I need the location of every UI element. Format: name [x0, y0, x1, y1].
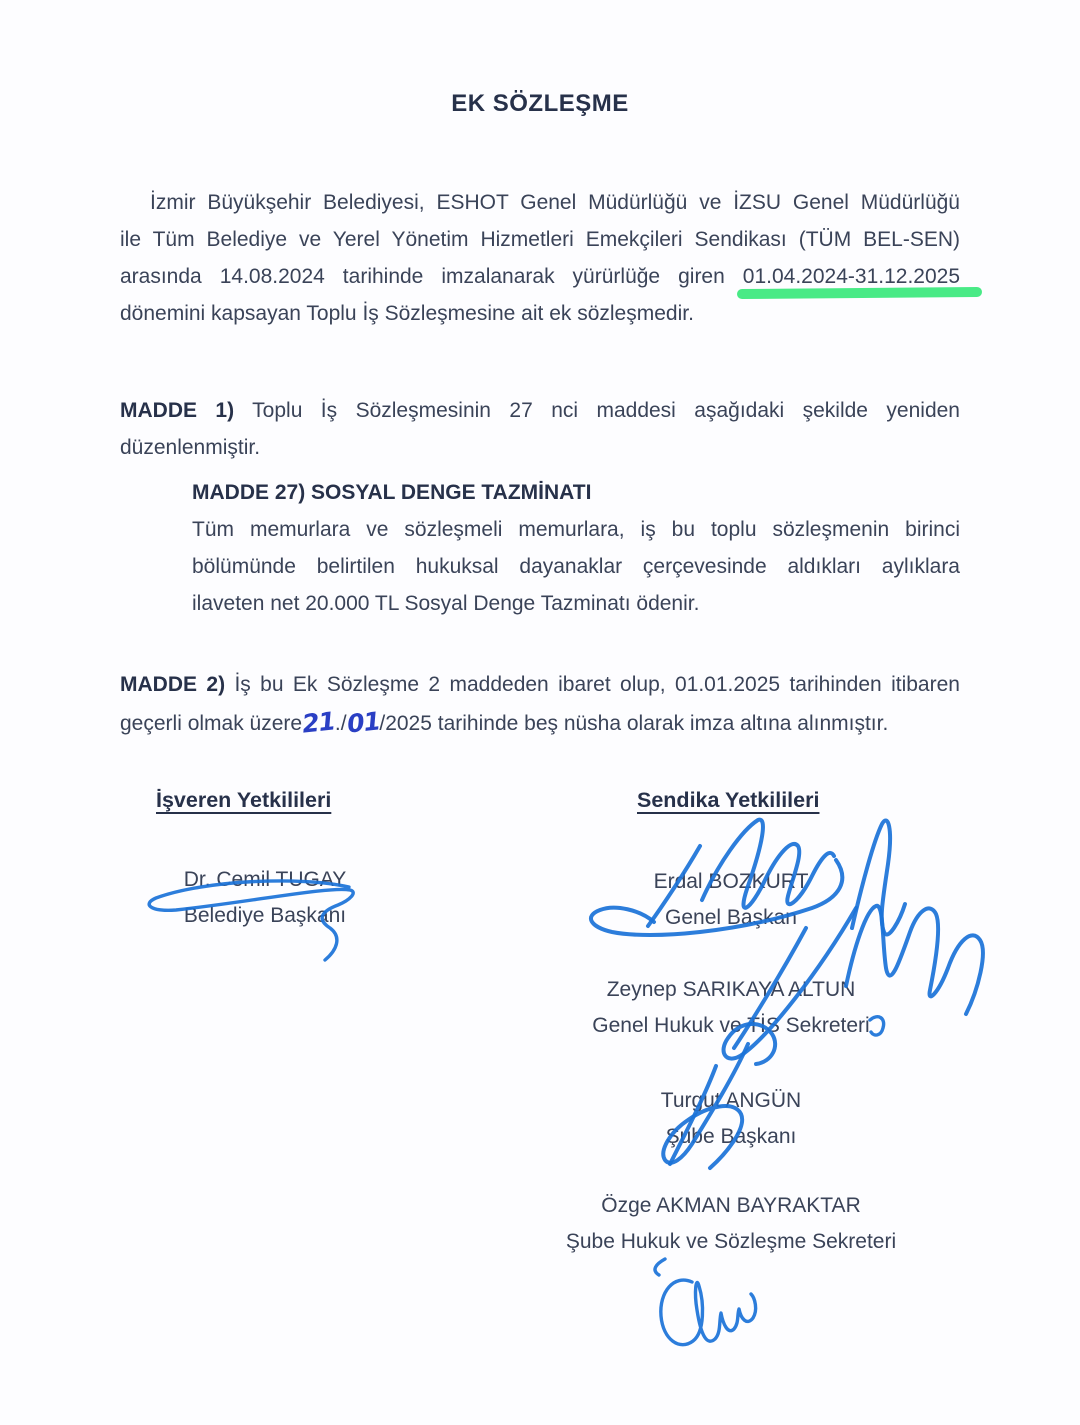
madde27-line-3: ilaveten net 20.000 TL Sosyal Denge Tazminatı ödenir. [192, 592, 700, 615]
madde2-line-1 [120, 666, 960, 703]
madde27-heading: MADDE 27) SOSYAL DENGE TAZMİNATI [192, 481, 592, 504]
document-title: EK SÖZLEŞME [451, 90, 629, 117]
madde2-text: İş bu Ek Sözleşme 2 maddeden ibaret olup, 01.01.2025 tarihinden itibaren [234, 673, 960, 696]
signatory-name: Erdal BOZKURT [653, 870, 809, 893]
signatory-name: Dr. Cemil TUGAY [183, 868, 347, 891]
signature-ozge-akman-stroke-1 [655, 1259, 665, 1275]
madde2-line2-start: geçerli olmak üzere [120, 712, 303, 735]
signatory-role: Şube Hukuk ve Sözleşme Sekreteri [565, 1230, 897, 1253]
madde1-line-2: düzenlenmiştir. [120, 436, 261, 459]
signature-section [0, 780, 1080, 1425]
intro-line-4: dönemini kapsayan Toplu İş Sözleşmesine ait ek sözleşmedir. [120, 302, 694, 325]
intro-line-1: İzmir Büyükşehir Belediyesi, ESHOT Genel Müdürlüğü ve İZSU Genel Müdürlüğü [150, 191, 960, 214]
signatory-role: Şube Başkanı [665, 1125, 797, 1148]
madde27-line-1: Tüm memurlara ve sözleşmeli memurlara, iş bu toplu sözleşmenin birinci [192, 518, 960, 541]
signatory-role: Genel Hukuk ve TİS Sekreteri [592, 1014, 870, 1037]
madde2-line-2 [120, 703, 960, 742]
signatory-employer-1 [120, 862, 410, 934]
signatory-name: Özge AKMAN BAYRAKTAR [601, 1194, 861, 1217]
signatory-role: Genel Başkan [665, 906, 797, 929]
madde1-paragraph [120, 392, 960, 466]
madde2-separator: ./ [334, 712, 347, 735]
date-range-highlight: 01.04.2024-31.12.2025 [742, 265, 960, 288]
intro-paragraph [120, 184, 960, 332]
madde1-line-1 [120, 392, 960, 429]
union-column-header: Sendika Yetkilileri [637, 788, 820, 812]
signatory-union-2 [540, 972, 922, 1044]
signatory-union-3 [540, 1083, 922, 1155]
madde2-line2-end: /2025 tarihinde beş nüsha olarak imza altına alınmıştır. [379, 712, 889, 735]
madde1-label: MADDE 1) [120, 399, 235, 422]
signatory-union-1 [540, 864, 922, 936]
madde2-paragraph [120, 666, 960, 742]
employer-column-header: İşveren Yetkilileri [156, 788, 332, 812]
intro-line-3 [120, 258, 960, 295]
document-body [0, 90, 1080, 742]
signatory-role: Belediye Başkanı [183, 904, 347, 927]
signatory-name: Zeynep SARIKAYA ALTUN [606, 978, 856, 1001]
madde27-section [192, 474, 960, 622]
intro-line-2: ile Tüm Belediye ve Yerel Yönetim Hizmetleri Emekçileri Sendikası (TÜM BEL-SEN) [120, 228, 960, 251]
madde2-label: MADDE 2) [120, 673, 226, 696]
handwritten-month: 01 [345, 706, 381, 739]
intro-line-3-text: arasında 14.08.2024 tarihinde imzalanarak yürürlüğe giren [120, 265, 725, 288]
madde27-line-2: bölümünde belirtilen hukuksal dayanaklar çerçevesinde aldıkları aylıklara [192, 555, 960, 578]
handwritten-day: 21 [300, 706, 337, 739]
signature-ozge-akman-stroke-2 [661, 1280, 756, 1345]
signatory-union-4 [540, 1188, 922, 1260]
madde1-text: Toplu İş Sözleşmesinin 27 nci maddesi aşağıdaki şekilde yeniden [252, 399, 960, 422]
signatory-name: Turgut ANGÜN [660, 1089, 802, 1112]
